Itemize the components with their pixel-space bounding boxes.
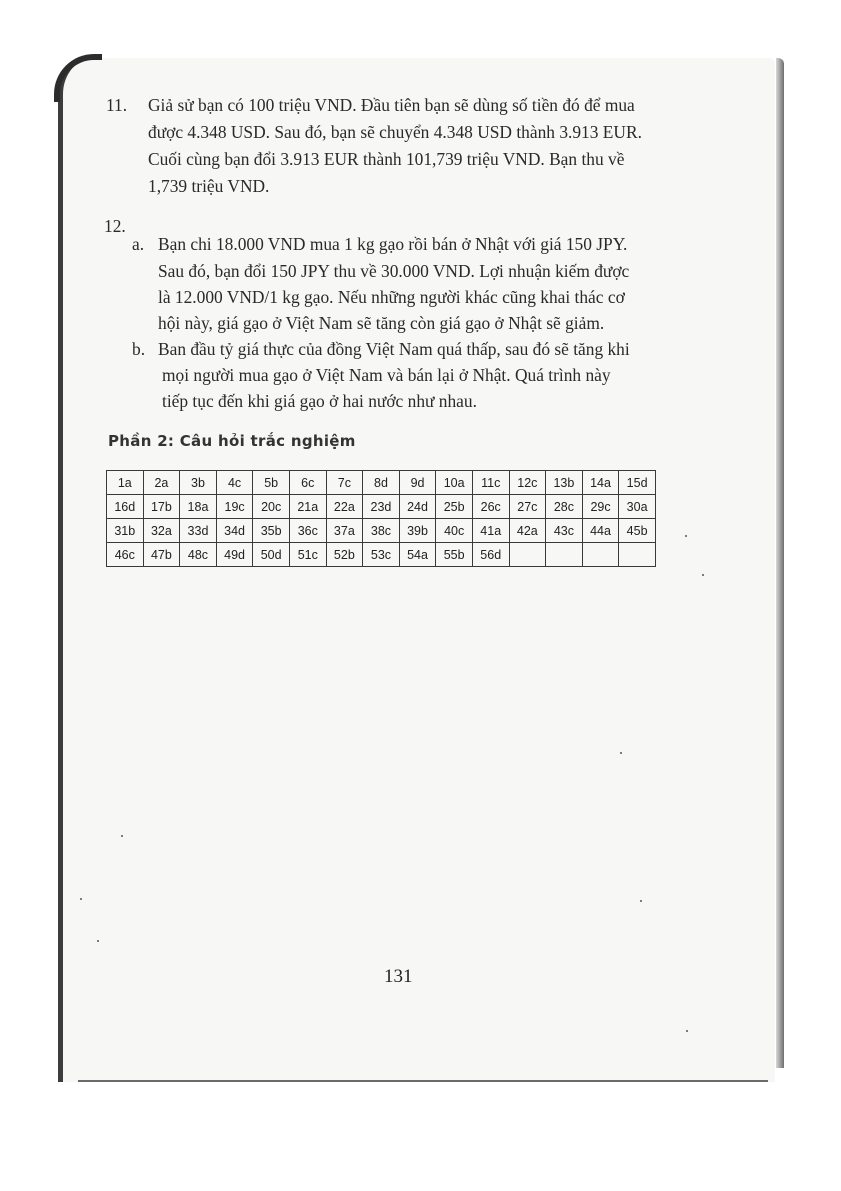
question-11-line-4: 1,739 triệu VND. (148, 176, 270, 196)
answer-cell: 20c (253, 495, 290, 519)
answer-cell: 34d (216, 519, 253, 543)
answer-cell: 55b (436, 543, 473, 567)
scan-speck (121, 835, 123, 837)
answer-cell: 8d (363, 471, 400, 495)
page-right-shadow (776, 58, 784, 1068)
answer-cell: 13b (546, 471, 583, 495)
answer-cell: 21a (289, 495, 326, 519)
answer-cell: 38c (363, 519, 400, 543)
question-11-line-1: Giả sử bạn có 100 triệu VND. Đầu tiên bạn sẽ dùng số tiền đó để mua (148, 95, 635, 115)
answer-cell: 7c (326, 471, 363, 495)
answer-cell: 50d (253, 543, 290, 567)
answer-cell: 15d (619, 471, 656, 495)
question-12a-line-3: là 12.000 VND/1 kg gạo. Nếu những người khác cũng khai thác cơ (158, 287, 625, 307)
answer-row (107, 543, 656, 567)
answer-cell: 32a (143, 519, 180, 543)
question-11-line-2: được 4.348 USD. Sau đó, bạn sẽ chuyển 4.348 USD thành 3.913 EUR. (148, 122, 642, 142)
answer-key-table (106, 470, 656, 567)
answer-cell: 45b (619, 519, 656, 543)
answer-cell: 52b (326, 543, 363, 567)
answer-cell: 36c (289, 519, 326, 543)
answer-cell: 44a (582, 519, 619, 543)
page-corner-shadow (54, 54, 102, 102)
question-12a-label: a. (132, 234, 145, 254)
answer-cell (619, 543, 656, 567)
question-11-number: 11. (106, 95, 128, 115)
answer-cell: 33d (180, 519, 217, 543)
question-12a-line-1: Bạn chi 18.000 VND mua 1 kg gạo rồi bán ở Nhật với giá 150 JPY. (158, 234, 628, 254)
answer-cell: 42a (509, 519, 546, 543)
section-2-title: Phần 2: Câu hỏi trắc nghiệm (108, 432, 356, 450)
answer-cell: 11c (472, 471, 509, 495)
question-11-line-3: Cuối cùng bạn đổi 3.913 EUR thành 101,739 triệu VND. Bạn thu về (148, 149, 625, 169)
answer-cell: 54a (399, 543, 436, 567)
answer-cell: 51c (289, 543, 326, 567)
answer-cell: 43c (546, 519, 583, 543)
question-12-number: 12. (104, 216, 126, 236)
answer-cell: 16d (107, 495, 144, 519)
answer-cell: 14a (582, 471, 619, 495)
answer-cell: 6c (289, 471, 326, 495)
answer-cell: 1a (107, 471, 144, 495)
scan-speck (686, 1030, 688, 1032)
scan-speck (620, 752, 622, 754)
scan-speck (80, 898, 82, 900)
question-12b-label: b. (132, 339, 146, 359)
answer-cell (582, 543, 619, 567)
answer-cell: 12c (509, 471, 546, 495)
answer-cell: 3b (180, 471, 217, 495)
answer-row (107, 519, 656, 543)
answer-row (107, 471, 656, 495)
answer-cell: 41a (472, 519, 509, 543)
answer-cell: 37a (326, 519, 363, 543)
answer-cell: 2a (143, 471, 180, 495)
answer-cell: 56d (472, 543, 509, 567)
answer-cell: 28c (546, 495, 583, 519)
page-bottom-edge (78, 1080, 768, 1082)
answer-cell: 9d (399, 471, 436, 495)
question-12b-line-1: Ban đầu tỷ giá thực của đồng Việt Nam quá thấp, sau đó sẽ tăng khi (158, 339, 630, 359)
page-number: 131 (384, 966, 413, 987)
answer-cell: 47b (143, 543, 180, 567)
answer-cell: 23d (363, 495, 400, 519)
answer-cell: 31b (107, 519, 144, 543)
scan-speck (685, 535, 687, 537)
question-12b-line-3: tiếp tục đến khi giá gạo ở hai nước như nhau. (162, 391, 477, 411)
answer-cell: 24d (399, 495, 436, 519)
answer-cell: 4c (216, 471, 253, 495)
answer-cell: 17b (143, 495, 180, 519)
question-12b-line-2: mọi người mua gạo ở Việt Nam và bán lại ở Nhật. Quá trình này (162, 365, 611, 385)
answer-cell: 40c (436, 519, 473, 543)
answer-cell: 18a (180, 495, 217, 519)
answer-cell (546, 543, 583, 567)
answer-cell: 53c (363, 543, 400, 567)
answer-cell: 48c (180, 543, 217, 567)
answer-cell: 19c (216, 495, 253, 519)
answer-cell (509, 543, 546, 567)
answer-cell: 26c (472, 495, 509, 519)
scan-speck (702, 574, 704, 576)
answer-cell: 39b (399, 519, 436, 543)
answer-cell: 29c (582, 495, 619, 519)
answer-cell: 46c (107, 543, 144, 567)
page-scan (58, 58, 775, 1082)
answer-row (107, 495, 656, 519)
answer-cell: 10a (436, 471, 473, 495)
scan-speck (97, 940, 99, 942)
question-12a-line-4: hội này, giá gạo ở Việt Nam sẽ tăng còn giá gạo ở Nhật sẽ giảm. (158, 313, 605, 333)
question-12a-line-2: Sau đó, bạn đổi 150 JPY thu về 30.000 VND. Lợi nhuận kiếm được (158, 261, 630, 281)
scan-speck (640, 900, 642, 902)
answer-cell: 22a (326, 495, 363, 519)
answer-cell: 25b (436, 495, 473, 519)
answer-cell: 27c (509, 495, 546, 519)
answer-cell: 49d (216, 543, 253, 567)
answer-cell: 30a (619, 495, 656, 519)
answer-cell: 5b (253, 471, 290, 495)
answer-cell: 35b (253, 519, 290, 543)
